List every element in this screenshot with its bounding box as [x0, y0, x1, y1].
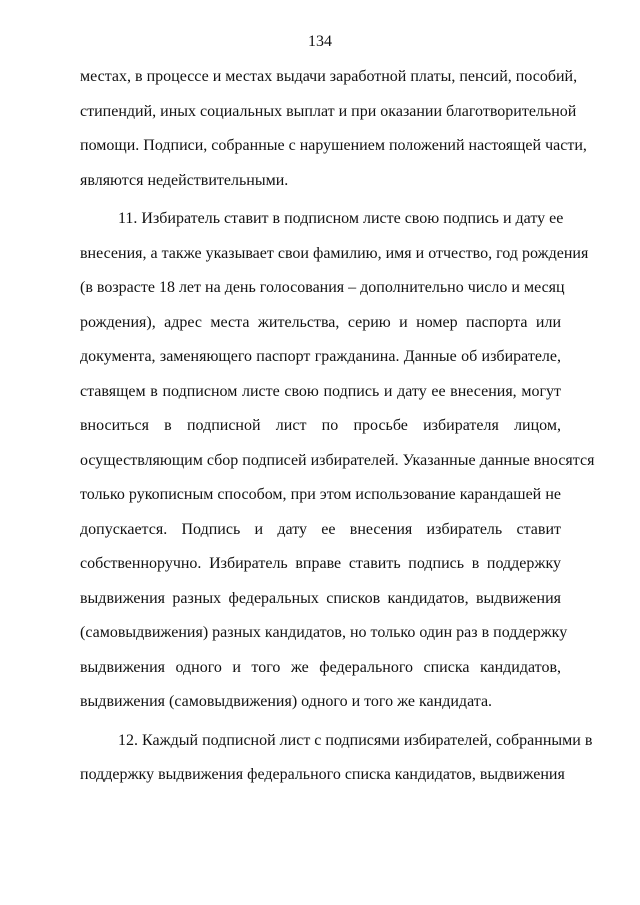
text-line: являются недействительными.: [80, 171, 289, 189]
text-line: ставящем в подписном листе свою подпись и дату ее внесения, могут: [80, 382, 561, 400]
paragraph-continuation: [80, 60, 587, 198]
document-body: [80, 60, 595, 793]
text-line: выдвижения одного и того же федерального списка кандидатов,: [80, 658, 561, 676]
text-line: документа, заменяющего паспорт гражданина. Данные об избирателе,: [80, 348, 561, 365]
text-line: собственноручно. Избиратель вправе ставить подпись в поддержку: [80, 555, 561, 572]
paragraph-item-11: [80, 202, 595, 720]
text-line: (самовыдвижения) разных кандидатов, но только один раз в поддержку: [80, 624, 568, 641]
paragraph-item-12: [80, 724, 593, 793]
page-number: 134: [308, 33, 332, 50]
text-line: осуществляющим сбор подписей избирателей. Указанные данные вносятся: [80, 451, 595, 469]
text-line: только рукописным способом, при этом использование карандашей не: [80, 486, 561, 503]
text-line: внесения, а также указывает свои фамилию, имя и отчество, год рождения: [80, 244, 589, 262]
text-line: помощи. Подписи, собранные с нарушением положений настоящей части,: [80, 137, 587, 154]
text-line: (в возрасте 18 лет на день голосования – дополнительно число и месяц: [80, 279, 565, 296]
text-line: вноситься в подписной лист по просьбе избирателя лицом,: [80, 417, 561, 434]
text-line: местах, в процессе и местах выдачи заработной платы, пенсий, пособий,: [80, 68, 578, 85]
text-line: рождения), адрес места жительства, серию и номер паспорта или: [80, 313, 561, 331]
text-line: поддержку выдвижения федерального списка кандидатов, выдвижения: [80, 766, 565, 783]
text-line: 11. Избиратель ставит в подписном листе свою подпись и дату ее: [118, 210, 564, 227]
text-line: выдвижения (самовыдвижения) одного и того же кандидата.: [80, 693, 493, 710]
text-line: допускается. Подпись и дату ее внесения избиратель ставит: [80, 520, 561, 538]
text-line: 12. Каждый подписной лист с подписями избирателей, собранными в: [118, 731, 593, 749]
text-line: стипендий, иных социальных выплат и при оказании благотворительной: [80, 102, 577, 120]
text-line: выдвижения разных федеральных списков кандидатов, выдвижения: [80, 589, 561, 607]
